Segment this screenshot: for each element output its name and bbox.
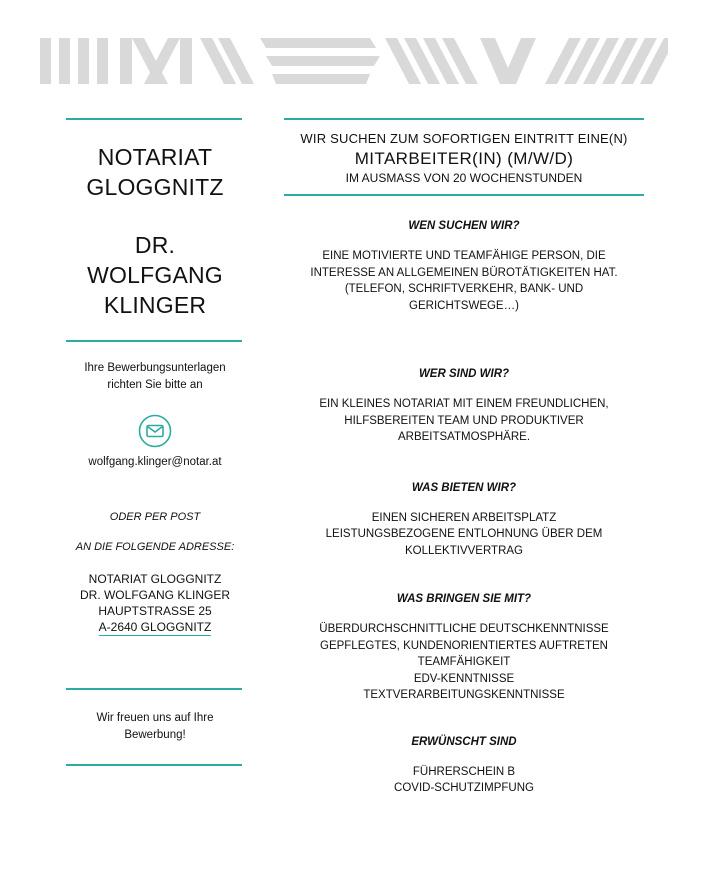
- section-body-requirements: ÜBERDURCHSCHNITTLICHE DEUTSCHKENNTNISSE GEPFLEGTES, KUNDENORIENTIERTES AUFTRETEN TEAMFÄHIGKEIT EDV-KENNTNISSE TEXTVERARBEITUNGSKENNTNISSE: [319, 623, 609, 701]
- section-body-desired: FÜHRERSCHEIN B COVID-SCHUTZIMPFUNG: [394, 765, 534, 794]
- top-divider: [66, 118, 242, 120]
- section-title-requirements: WAS BRINGEN SIE MIT?: [396, 593, 532, 605]
- contact-column: [66, 118, 244, 766]
- headline-intro: WIR SUCHEN ZUM SOFORTIGEN EINTRITT EINE(N): [300, 131, 628, 146]
- section-title-who-we-seek: WEN SUCHEN WIR?: [408, 220, 520, 232]
- thanks-note: Wir freuen uns auf Ihre Bewerbung!: [96, 712, 214, 741]
- envelope-icon: [138, 414, 172, 448]
- decorative-stripe-banner: [40, 38, 668, 84]
- office-name: NOTARIAT GLOGGNITZ: [86, 144, 224, 200]
- headline-divider-bottom: [284, 194, 644, 196]
- working-hours: IM AUSMASS VON 20 WOCHENSTUNDEN: [345, 171, 583, 185]
- section-title-who-we-are: WER SIND WIR?: [418, 368, 510, 380]
- address-intro: AN DIE FOLGENDE ADRESSE:: [75, 541, 235, 553]
- section-body-who-we-are: EIN KLEINES NOTARIAT MIT EINEM FREUNDLICHEN, HILFSBEREITEN TEAM UND PRODUKTIVER ARBEITSATMOSPHÄRE.: [319, 398, 609, 443]
- section-body-who-we-seek: EINE MOTIVIERTE UND TEAMFÄHIGE PERSON, DIE INTERESSE AN ALLGEMEINEN BÜROTÄTIGKEITEN HAT. (TELEFON, SCHRIFTVERKEHR, BANK- UND GERICHTSWEGE…): [310, 250, 618, 312]
- or-by-post: ODER PER POST: [109, 511, 201, 523]
- thanks-divider-bottom: [66, 764, 242, 766]
- job-title: MITARBEITER(IN) (M/W/D): [354, 149, 574, 168]
- section-title-what-we-offer: WAS BIETEN WIR?: [411, 481, 517, 494]
- application-instructions: Ihre Bewerbungsunterlagen richten Sie bitte an: [84, 362, 226, 391]
- email-link[interactable]: wolfgang.klinger@notar.at: [88, 456, 222, 468]
- section-body-what-we-offer: EINEN SICHEREN ARBEITSPLATZ LEISTUNGSBEZOGENE ENTLOHNUNG ÜBER DEM KOLLEKTIVVERTRAG: [325, 511, 603, 557]
- headline-divider-top: [284, 118, 644, 120]
- postal-address: NOTARIAT GLOGGNITZ DR. WOLFGANG KLINGER HAUPTSTRASSE 25 A-2640 GLOGGNITZ: [79, 572, 231, 634]
- name-divider: [66, 340, 242, 342]
- notary-name: DR. WOLFGANG KLINGER: [87, 232, 223, 318]
- section-title-desired: ERWÜNSCHT SIND: [411, 735, 517, 748]
- thanks-divider-top: [66, 688, 242, 690]
- job-posting-column: [284, 118, 644, 797]
